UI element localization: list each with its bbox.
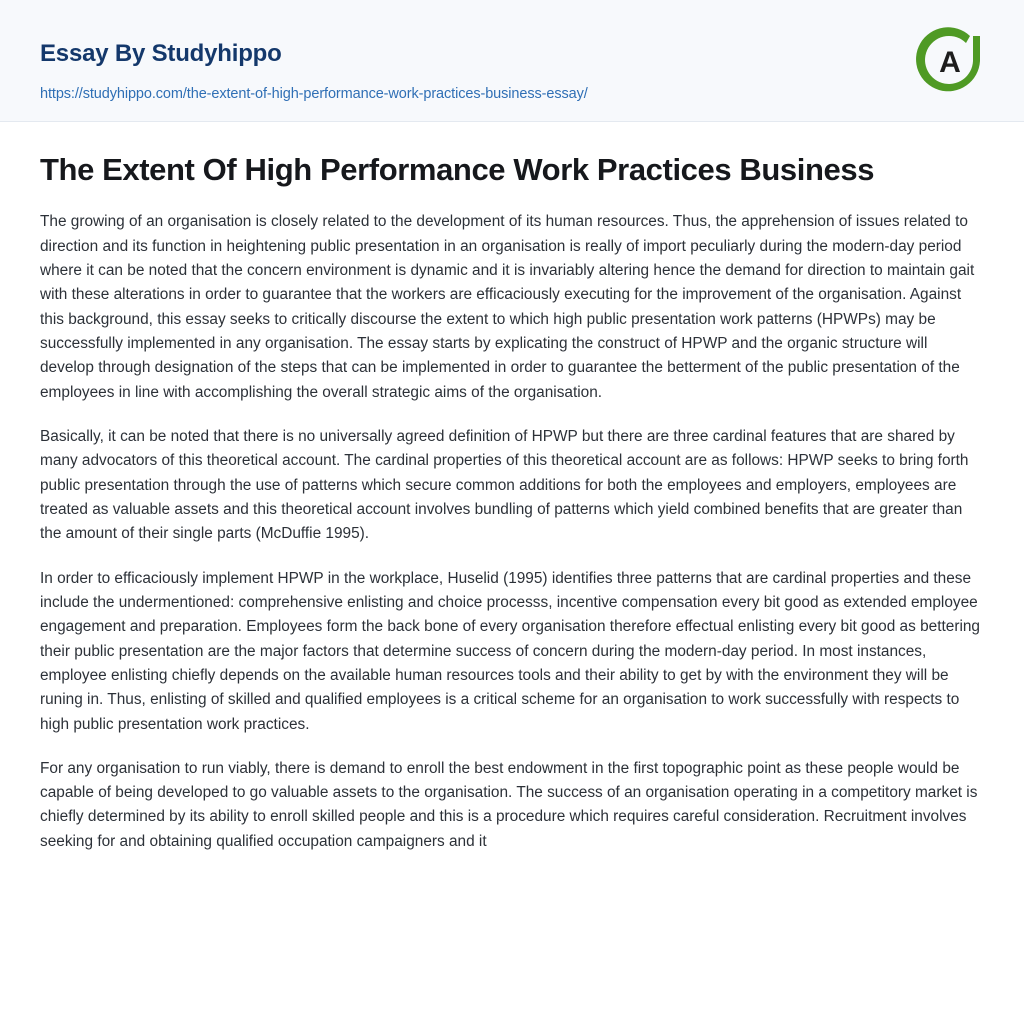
site-brand-title: Essay By Studyhippo xyxy=(40,40,282,67)
article-container xyxy=(0,122,1024,894)
page-title: The Extent Of High Performance Work Practices Business xyxy=(40,152,875,187)
article-body xyxy=(40,210,980,854)
article-paragraph: In order to efficaciously implement HPWP in the workplace, Huselid (1995) identifies three patterns that are cardinal properties and these include the undermentioned: comprehensive enlisting and choice processs, incentive compensation every bit good as extended employee engagement and preparation. Employees form the back bone of every organisation therefore effectual enlisting every bit good as bettering their public presentation are the major factors that determine success of concern during the modern-day period. In most instances, employee enlisting chiefly depends on the available human resources tools and their ability to get by with the environment they will be runing in. Thus, enlisting of skilled and qualified employees is a critical scheme for an organisation to work successfully with respects to high public presentation work practices. xyxy=(40,569,980,733)
article-paragraph: Basically, it can be noted that there is no universally agreed definition of HPWP but there are three cardinal features that are shared by many advocators of this theoretical account. The cardinal properties of this theoretical account are as follows: HPWP seeks to bring forth public presentation through the use of patterns which secure common additions for both the employees and employers, employees are treated as valuable assets and this theoretical account involves bundling of patterns which yield combined benefits that are greater than the amount of their single parts (McDuffie 1995). xyxy=(40,427,969,543)
circular-a-logo-icon xyxy=(910,22,988,100)
article-paragraph: For any organisation to run viably, there is demand to enroll the best endowment in the first topographic point as these people would be capable of being developed to go valuable assets to the organisation. The success of an organisation operating in a competitory market is chiefly determined by its ability to enroll skilled people and this is a procedure which requires careful consideration. Recruitment involves seeking for and obtaining qualified occupation campaigners and it xyxy=(40,759,978,850)
svg-text:A: A xyxy=(939,46,961,79)
article-paragraph: The growing of an organisation is closely related to the development of its human resources. Thus, the apprehension of issues related to direction and its function in heightening public presentation in an organisation is really of import peculiarly during the modern-day period where it can be noted that the concern environment is dynamic and it is invariably altering hence the demand for direction to maintain gait with these alterations in order to guarantee that the workers are efficaciously executing for the improvement of the organisation. Against this background, this essay seeks to critically discourse the extent to which high public presentation work patterns (HPWPs) may be successfully implemented in any organisation. The essay starts by explicating the construct of HPWP and the organic structure will develop through designation of the steps that can be implemented in order to guarantee the betterment of the public presentation of the employees in line with accomplishing the overall strategic aims of the organisation. xyxy=(40,213,975,401)
source-url-link[interactable]: https://studyhippo.com/the-extent-of-high-performance-work-practices-business-essay/ xyxy=(40,86,588,102)
page-header xyxy=(0,0,1024,122)
